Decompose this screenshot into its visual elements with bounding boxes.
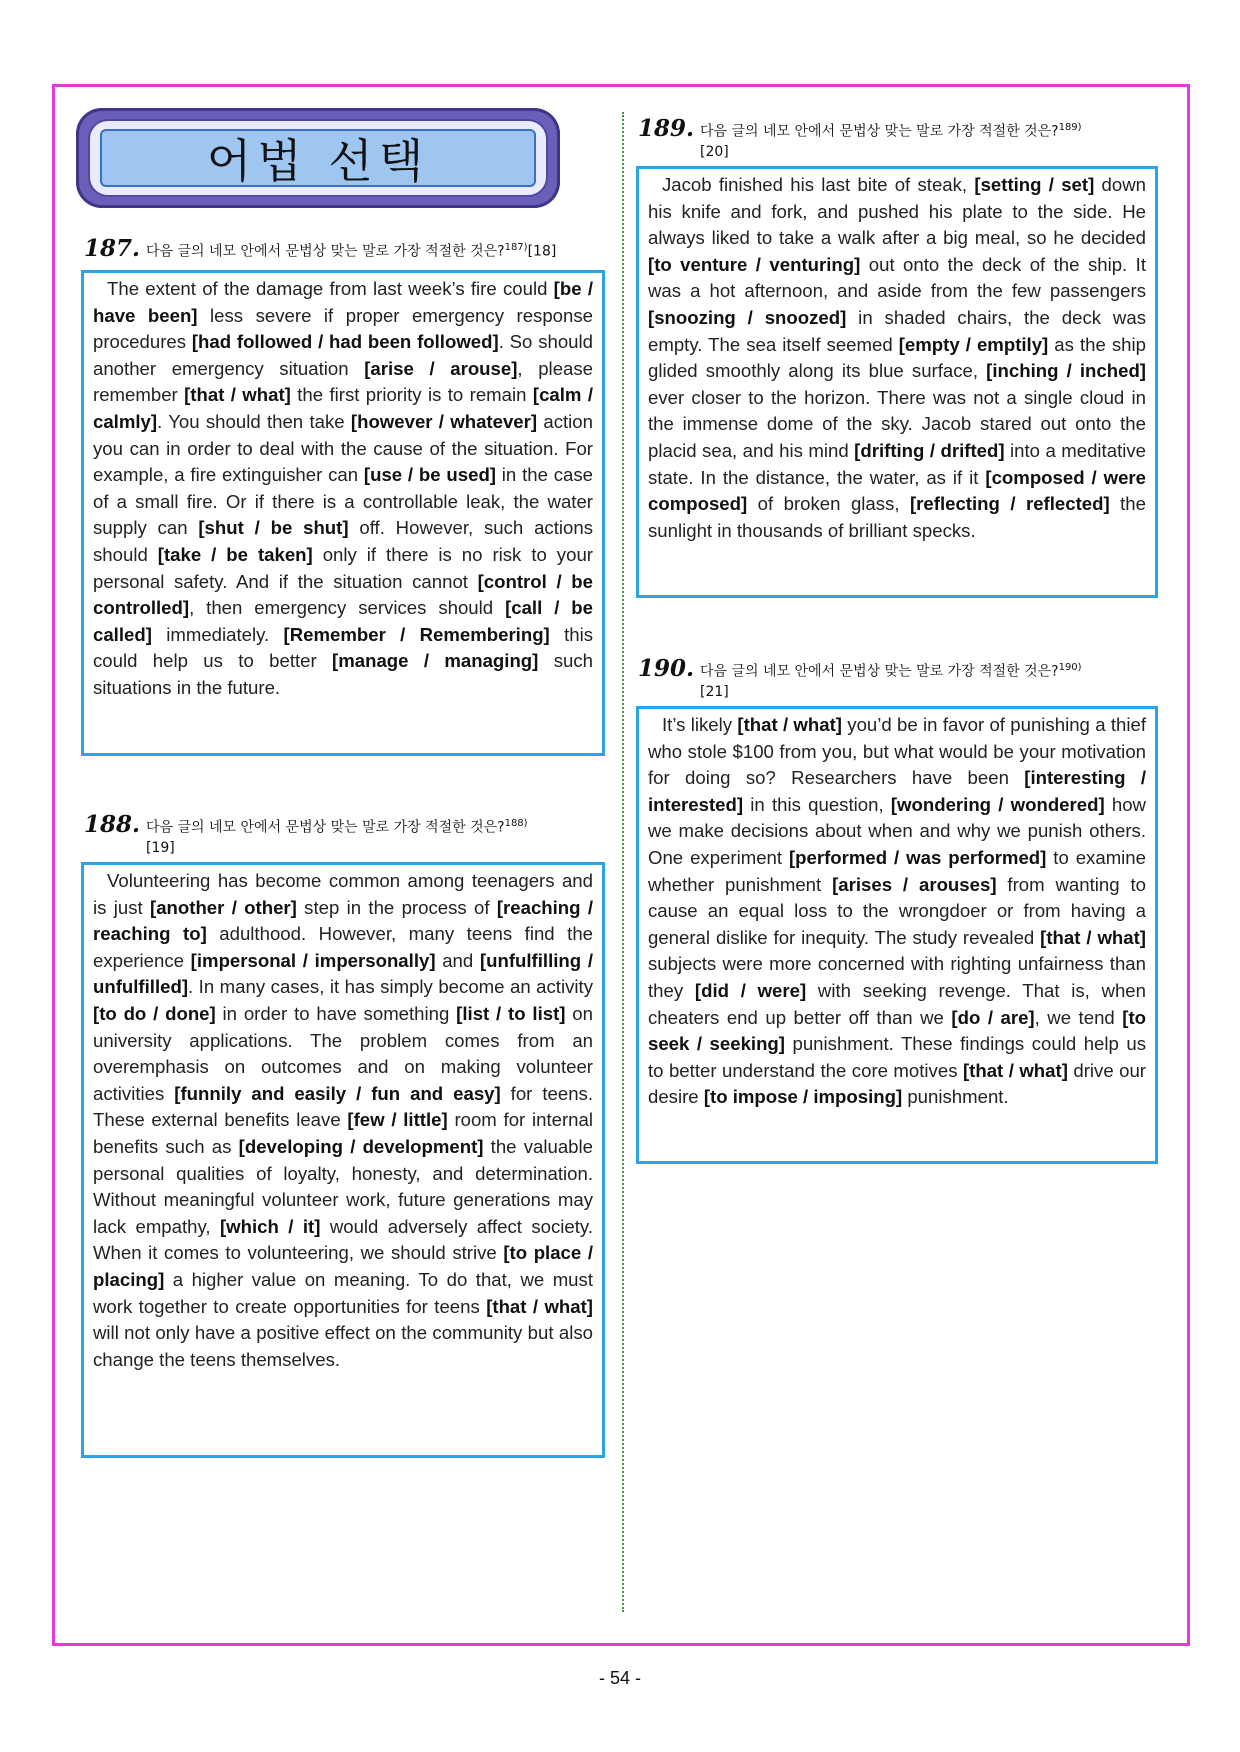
choice-bracket: [snoozing / snoozed]: [648, 306, 847, 328]
choice-bracket: [wondering / wondered]: [890, 793, 1105, 815]
question-header-189: [638, 115, 1166, 162]
choice-bracket: [that / what]: [486, 1295, 593, 1317]
choice-bracket: [however / whatever]: [350, 410, 538, 432]
question-tag: [19]: [146, 839, 175, 856]
choice-bracket: [interesting / interested]: [648, 767, 1146, 815]
question-instruction: 다음 글의 네모 안에서 문법상 맞는 말로 가장 적절한 것은?: [146, 243, 505, 260]
choice-bracket: [control / be controlled]: [93, 570, 593, 619]
choice-bracket: [to seek / seeking]: [648, 1006, 1147, 1055]
choice-bracket: [impersonal / impersonally]: [190, 949, 436, 971]
passage-box-188: [81, 862, 605, 1458]
choice-bracket: [performed / was performed]: [788, 846, 1047, 868]
choice-bracket: [setting / set]: [974, 174, 1095, 195]
passage-text: The extent of the damage from last week’s fire could [be / have been] less severe if proper emergency response procedures [had followed / had been followed]. So should another emergency situation [arise / arouse], please remember [that / what] the first priority is to remain [calm / calmly]. You should then take [however / whatever] action you can in order to deal with the cause of the situation. For example, a fire extinguisher can [use / be used] in the case of a small fire. Or if there is a controllable leak, the water supply can [shut / be shut] off. However, such actions should [take / be taken] only if there is no risk to your personal safety. And if the situation cannot [control / be controlled], then emergency services should [call / be called] immediately. [Remember / Remembering] this could help us to better [manage / managing] such situations in the future.: [93, 278, 594, 698]
footnote-ref: 190): [1058, 662, 1082, 673]
choice-bracket: [that / what]: [737, 714, 842, 735]
question-header-190: [638, 655, 1166, 702]
passage-box-190: [636, 706, 1158, 1164]
question-number: 187.: [84, 235, 141, 262]
choice-bracket: [that / what]: [184, 384, 291, 406]
choice-bracket: [empty / emptily]: [898, 333, 1049, 355]
choice-bracket: [call / be called]: [93, 597, 593, 645]
footnote-ref: 187): [504, 242, 528, 253]
question-instruction: 다음 글의 네모 안에서 문법상 맞는 말로 가장 적절한 것은?: [700, 123, 1059, 140]
footnote-ref: 189): [1058, 122, 1082, 133]
choice-bracket: [use / be used]: [363, 464, 496, 486]
choice-bracket: [drifting / drifted]: [854, 439, 1005, 461]
choice-bracket: [unfulfilling / unfulfilled]: [93, 949, 593, 998]
choice-bracket: [arise / arouse]: [364, 357, 518, 379]
column-divider: [622, 112, 624, 1612]
question-number: 188.: [84, 811, 141, 838]
choice-bracket: [that / what]: [962, 1059, 1068, 1081]
choice-bracket: [that / what]: [1040, 926, 1146, 948]
choice-bracket: [manage / managing]: [332, 650, 539, 672]
choice-bracket: [funnily and easily / fun and easy]: [174, 1082, 501, 1104]
section-banner: [76, 108, 560, 208]
page-number: - 54 -: [598, 1668, 641, 1688]
choice-bracket: [to impose / imposing]: [703, 1086, 903, 1108]
choice-bracket: [had followed / had been followed]: [191, 331, 499, 353]
choice-bracket: [composed / were composed]: [648, 466, 1146, 515]
question-number: 190.: [638, 655, 695, 682]
question-tag: [21]: [700, 683, 729, 700]
question-header-187: [84, 235, 604, 262]
choice-bracket: [shut / be shut]: [198, 517, 349, 539]
choice-bracket: [inching / inched]: [986, 360, 1146, 382]
choice-bracket: [take / be taken]: [157, 543, 313, 565]
passage-box-189: [636, 166, 1158, 598]
passage-text: It’s likely [that / what] you’d be in favor of punishing a thief who stole $100 from you, but what would be your motivation for doing so? Researchers have been [interesting / interested] in this question, [wondering / wondered] how we make decisions about when and why we punish others. One experiment [performed / was performed] to examine whether punishment [arises / arouses] from wanting to cause an equal loss to the wrongdoer or from having a general dislike for inequity. The study revealed [that / what] subjects were more concerned with righting unfairness than they [did / were] with seeking revenge. That is, when cheaters end up better off than we [do / are], we tend [to seek / seeking] punishment. These findings could help us to better understand the core motives [that / what] drive our desire [to impose / imposing] punishment.: [648, 714, 1147, 1108]
choice-bracket: [developing / development]: [238, 1135, 484, 1157]
choice-bracket: [list / to list]: [456, 1002, 566, 1024]
choice-bracket: [did / were]: [694, 979, 807, 1001]
choice-bracket: [Remember / Remembering]: [283, 623, 550, 645]
choice-bracket: [to place / placing]: [93, 1242, 594, 1290]
section-title: 어법 선택: [206, 134, 430, 188]
question-number: 189.: [638, 115, 695, 142]
choice-bracket: [another / other]: [150, 896, 297, 918]
choice-bracket: [arises / arouses]: [832, 873, 997, 895]
choice-bracket: [calm / calmly]: [93, 384, 593, 432]
choice-bracket: [few / little]: [347, 1109, 448, 1131]
choice-bracket: [to do / done]: [93, 1002, 216, 1024]
choice-bracket: [to venture / venturing]: [648, 253, 861, 275]
choice-bracket: [reaching / reaching to]: [93, 896, 593, 945]
choice-bracket: [be / have been]: [93, 278, 593, 326]
choice-bracket: [reflecting / reflected]: [909, 493, 1110, 515]
question-instruction: 다음 글의 네모 안에서 문법상 맞는 말로 가장 적절한 것은?: [700, 663, 1059, 680]
question-instruction: 다음 글의 네모 안에서 문법상 맞는 말로 가장 적절한 것은?: [146, 819, 505, 836]
question-tag: [18]: [527, 243, 557, 260]
passage-text: Jacob finished his last bite of steak, [setting / set] down his knife and fork, and pushed his plate to the side. He always liked to take a walk after a big meal, so he decided [to venture / venturing] out onto the deck of the ship. It was a hot afternoon, and aside from the few passengers [snoozing / snoozed] in shaded chairs, the deck was empty. The sea itself seemed [empty / emptily] as the ship glided smoothly along its blue surface, [inching / inched] ever closer to the horizon. There was not a single cloud in the immense dome of the sky. Jacob stared out onto the placid sea, and his mind [drifting / drifted] into a meditative state. In the distance, the water, as if it [composed / were composed] of broken glass, [reflecting / reflected] the sunlight in thousands of brilliant specks.: [648, 174, 1147, 541]
choice-bracket: [do / are]: [951, 1006, 1035, 1028]
choice-bracket: [which / it]: [219, 1215, 321, 1237]
passage-text: Volunteering has become common among teenagers and is just [another / other] step in the process of [reaching / reaching to] adulthood. However, many teens find the experience [impersonal / impersonally] and [unfulfilling / unfulfilled]. In many cases, it has simply become an activity [to do / done] in order to have something [list / to list] on university applications. The problem comes from an overemphasis on outcomes and on making volunteer activities [funnily and easily / fun and easy] for teens. These external benefits leave [few / little] room for internal benefits such as [developing / development] the valuable personal qualities of loyalty, honesty, and determination. Without meaningful volunteer work, future generations may lack empathy, [which / it] would adversely affect society. When it comes to volunteering, we should strive [to place / placing] a higher value on meaning. To do that, we must work together to create opportunities for teens [that / what] will not only have a positive effect on the community but also change the teens themselves.: [93, 870, 594, 1370]
question-header-188: [84, 811, 604, 858]
question-tag: [20]: [700, 143, 729, 160]
passage-box-187: [81, 270, 605, 756]
footnote-ref: 188): [504, 818, 528, 829]
